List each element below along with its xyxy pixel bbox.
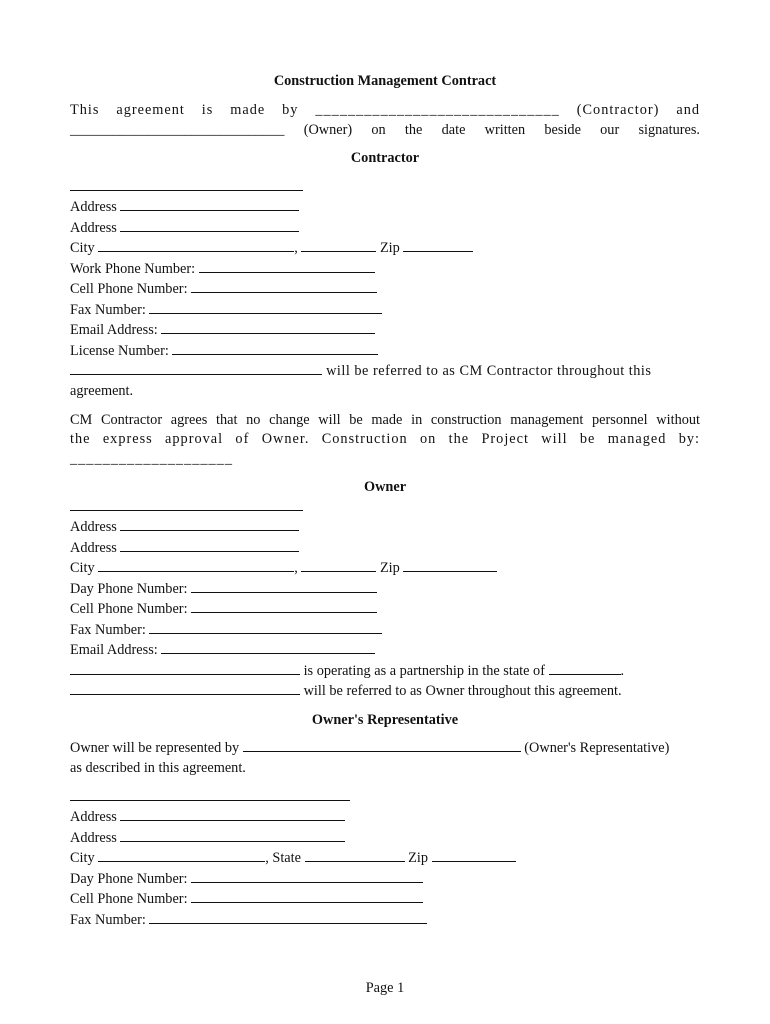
owner-cell-phone[interactable]: Cell Phone Number: [70, 600, 377, 618]
owner-address-2[interactable]: Address [70, 539, 299, 557]
owner-rep-day-phone[interactable]: Day Phone Number: [70, 870, 423, 888]
contractor-name-field[interactable] [70, 178, 303, 196]
owner-referred-line[interactable]: will be referred to as Owner throughout this agreement. [70, 682, 622, 700]
owner-rep-address-1[interactable]: Address [70, 808, 345, 826]
contractor-referred-line[interactable]: will be referred to as CM Contractor throughout this [70, 362, 700, 380]
owner-heading: Owner [363, 479, 407, 495]
owner-day-phone[interactable]: Day Phone Number: [70, 580, 377, 598]
owner-rep-heading: Owner's Representative [311, 712, 459, 728]
contractor-address-2[interactable]: Address [70, 219, 299, 237]
owner-name-field[interactable] [70, 498, 303, 516]
document-title: Construction Management Contract [273, 73, 497, 89]
contractor-work-phone[interactable]: Work Phone Number: [70, 260, 375, 278]
owner-rep-cell-phone[interactable]: Cell Phone Number: [70, 890, 423, 908]
personnel-line-2: the express approval of Owner. Construction on the Project will be managed by: [70, 431, 700, 447]
contractor-heading: Contractor [350, 150, 420, 166]
owner-partnership-line[interactable]: is operating as a partnership in the state of . [70, 662, 624, 680]
project-manager-field[interactable]: ____________________ [70, 451, 233, 467]
owner-rep-described: as described in this agreement. [70, 760, 246, 776]
contractor-address-1[interactable]: Address [70, 198, 299, 216]
owner-rep-name-field[interactable] [70, 788, 350, 806]
contractor-cell-phone[interactable]: Cell Phone Number: [70, 280, 377, 298]
personnel-line-1: CM Contractor agrees that no change will be made in construction management personnel without [70, 412, 700, 428]
owner-rep-address-2[interactable]: Address [70, 829, 345, 847]
contractor-email[interactable]: Email Address: [70, 321, 375, 339]
intro-line-1: This agreement is made by ______________________________ (Contractor) and [70, 102, 700, 118]
contractor-city-zip[interactable]: City , Zip [70, 239, 473, 257]
owner-city-zip[interactable]: City , Zip [70, 559, 497, 577]
contractor-fax[interactable]: Fax Number: [70, 301, 382, 319]
owner-fax[interactable]: Fax Number: [70, 621, 382, 639]
owner-rep-city-state-zip[interactable]: City , State Zip [70, 849, 516, 867]
owner-rep-fax[interactable]: Fax Number: [70, 911, 427, 929]
contractor-referred-end: agreement. [70, 383, 134, 399]
owner-email[interactable]: Email Address: [70, 641, 375, 659]
intro-line-2: ______________________________ (Owner) on the date written beside our signatures. [70, 122, 700, 138]
contractor-license[interactable]: License Number: [70, 342, 378, 360]
owner-address-1[interactable]: Address [70, 518, 299, 536]
owner-rep-line[interactable]: Owner will be represented by (Owner's Representative) [70, 740, 670, 756]
page-number: Page 1 [365, 980, 405, 996]
